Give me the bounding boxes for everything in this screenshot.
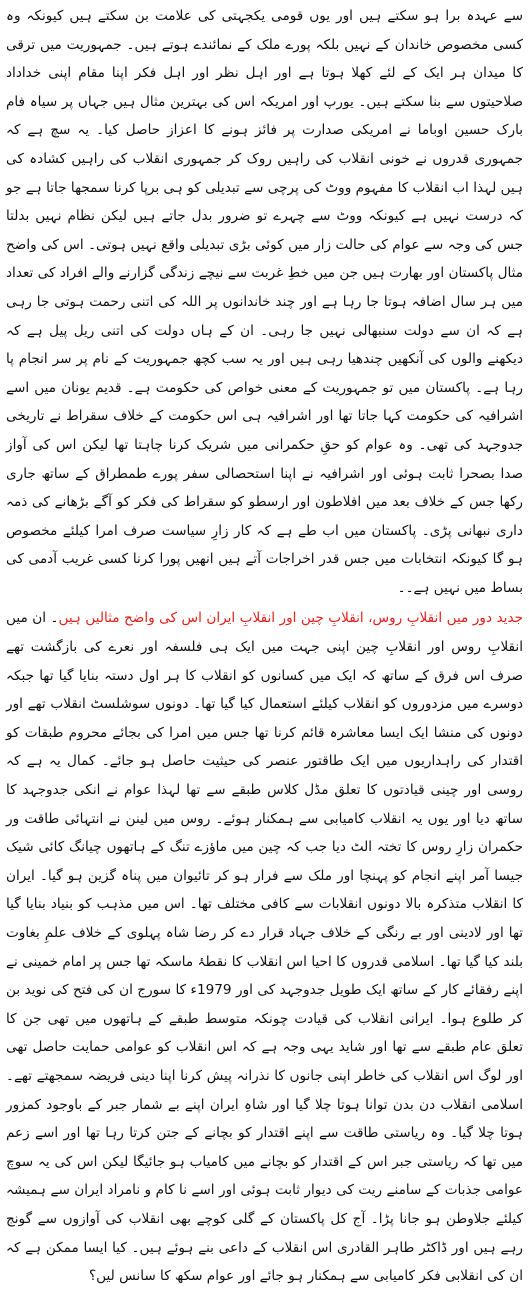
article-paragraph-2: [6, 604, 523, 1290]
article-paragraph-1: [6, 2, 523, 602]
paragraph-1-text: سے عہدہ برا ہو سکتے ہیں اور یوں قومی یکجہتی کی علامت بن سکتے ہیں کیونکہ وہ کسی مخصوص خاندان کے نہیں بلکہ پورے ملک کے نمائندے ہوتے ہیں۔ جمہوریت میں ترقی کا میدان ہر ایک کے لئے کھلا ہوتا ہے اور اہل نظر اور اہل فکر اپنا مقام اپنی خداداد صلاحیتوں سے بنا سکتے ہیں۔ یورپ اور امریکہ اس کی بہترین مثال ہیں جہاں پر سیاہ فام بارک حسین اوباما نے امریکی صدارت پر فائز ہونے کا اعزاز حاصل کیا۔ یہ سچ ہے کہ جمہوری قدروں نے خونی انقلاب کی راہیں روک کر جمہوری انقلاب کی راہیں کشادہ کی ہیں لہذا اب انقلاب کا مفہوم ووٹ کی پرچی سے تبدیلی کو ہی برپا کرنا سمجھا جاتا ہے جو کہ درست نہیں ہے کیونکہ ووٹ سے چہرے تو ضرور بدل جاتے ہیں لیکن نظام نہیں بدلتا جس کی وجہ سے عوام کی حالت زار میں کوئی بڑی تبدیلی واقع نہیں ہوتی۔ اس کی واضح مثال پاکستان اور بھارت ہیں جن میں خطِ غربت سے نیچے زندگی گزارنے والے افراد کی تعداد میں ہر سال اضافہ ہوتا جا رہا ہے اور چند خاندانوں پر اللہ کی اتنی رحمت ہوتی جا رہی ہے کہ ان سے دولت سنبھالی نہیں جا رہی۔ ان کے ہاں دولت کی اتنی ریل پیل ہے کہ دیکھنے والوں کی آنکھیں چندھیا رہی ہیں اور یہ سب کچھ جمہوریت کے نام پر سر انجام پا رہا ہے۔ پاکستان میں تو جمہوریت کے معنی خواص کی حکومت ہے۔ قدیم یونان میں اسے اشرافیہ کی حکومت کہا جاتا تھا اور اشرافیہ ہی اس حکومت کے خلاف سقراط نے تاریخی جدوجہد کی تھی۔ وہ عوام کو حقِ حکمرانی میں شریک کرنا چاہتا تھا لیکن اس کی آواز صدا بصحرا ثابت ہوئی اور اشرافیہ نے اپنا استحصالی سفر پورے طمطراق کے ساتھ جاری رکھا جس کے خلاف بعد میں افلاطون اور ارسطو کو سقراط کی فکر کو آگے بڑھانے کی ذمہ داری نبھانی پڑی۔ پاکستان میں اب طے ہے کہ کار زارِ سیاست صرف امرا کیلئے مخصوص ہو گا کیونکہ انتخابات میں جس قدر اخراجات آتے ہیں انھیں پورا کرنا کسی غریب آدمی کی بساط میں نہیں ہے۔۔: [6, 8, 523, 596]
paragraph-2-text: ۔ ان میں انقلابِ روس اور انقلابِ چین اپنی جہت میں ایک ہی فلسفہ اور نعرے کی بازگشت تھے صرف اس فرق کے ساتھ کہ ایک میں کسانوں کو انقلاب کا ہر اول دستہ بنایا گیا تھا جبکہ دوسرے میں مزدوروں کو انقلاب کیلئے استعمال کیا گیا تھا۔ دونوں سوشلسٹ انقلاب تھے اور دونوں کی منشا ایک ایسا معاشرہ قائم کرنا تھا جس میں امرا کی بجائے محروم طبقات کو اقتدار کی راہداریوں میں ایک طاقتور عنصر کی حیثیت حاصل ہو جائے۔ کمال یہ ہے کہ روسی اور چینی قیادتوں کا تعلق مڈل کلاس طبقے سے تھا لہذا عوام نے انکی جدوجہد کا ساتھ دیا اور یوں یہ انقلاب کامیابی سے ہمکنار ہوئے۔ روس میں لینن نے انتہائی طاقت ور حکمران زارِ روس کا تختہ الٹ دیا جب کہ چین میں ماؤزے تنگ کے ہاتھوں چیانگ کائی شیک جیسا آمر اپنے انجام کو پہنچا اور ملک سے فرار ہو کر تائیوان میں پناہ گزین ہو گیا۔ ایران کا انقلاب متذکرہ بالا دونوں انقلابات سے کافی مختلف تھا۔ اس میں مذہب کو بنیاد بنایا گیا تھا اور لادینی اور بے رنگی کے خلاف جہاد قرار دے کر رضا شاہ پہلوی کے خلاف علمِ بغاوت بلند کیا گیا تھا۔ اسلامی قدروں کا احیا اس انقلاب کا نقطۂ ماسکہ تھا جس پر امام خمینی نے اپنے رفقائے کار کے ساتھ ایک طویل جدوجہد کی اور 1979ء کا سورج ان کی فتح کی نوید بن کر طلوع ہوا۔ ایرانی انقلاب کی قیادت چونکہ متوسط طبقے کے ہاتھوں میں تھی جن کا تعلق عام طبقے سے تھا اور شاید یہی وجہ ہے کہ اس انقلاب کو عوامی حمایت حاصل تھی اور لوگ اس انقلاب کی خاطر اپنی جانوں کا نذرانہ پیش کرنا اپنا دینی فریضہ سمجھتے تھے۔ اسلامی انقلاب دن بدن توانا ہوتا چلا گیا اور شاہِ ایران اپنے بے شمار جبر کے باوجود کمزور ہوتا چلا گیا۔ وہ ریاستی طاقت سے اپنے اقتدار کو بچانے کے جتن کرتا رہا تھا اور اسے زعم میں تھا کہ ریاستی جبر اس کے اقتدار کو بچانے میں کامیاب ہو جائیگا لیکن اس کی یہ سوچ عوامی جذبات کے سامنے ریت کی دیوار ثابت ہوئی اور اسے نا کام و نامراد ایران سے ہمیشہ کیلئے جلاوطن ہو جانا پڑا۔ آج کل پاکستان کے گلی کوچے بھی انقلاب کی آوازوں سے گونج رہے ہیں اور ڈاکٹر طاہر القادری اس انقلاب کے داعی بنے ہوئے ہیں۔ کیا ایسا ممکن ہے کہ ان کی انقلابی فکر کامیابی سے ہمکنار ہو جائے اور عوام سکھ کا سانس لیں؟: [6, 610, 523, 1285]
highlighted-sentence: جدید دور میں انقلابِ روس، انقلابِ چین اور انقلابِ ایران اس کی واضح مثالیں ہیں: [58, 610, 523, 627]
